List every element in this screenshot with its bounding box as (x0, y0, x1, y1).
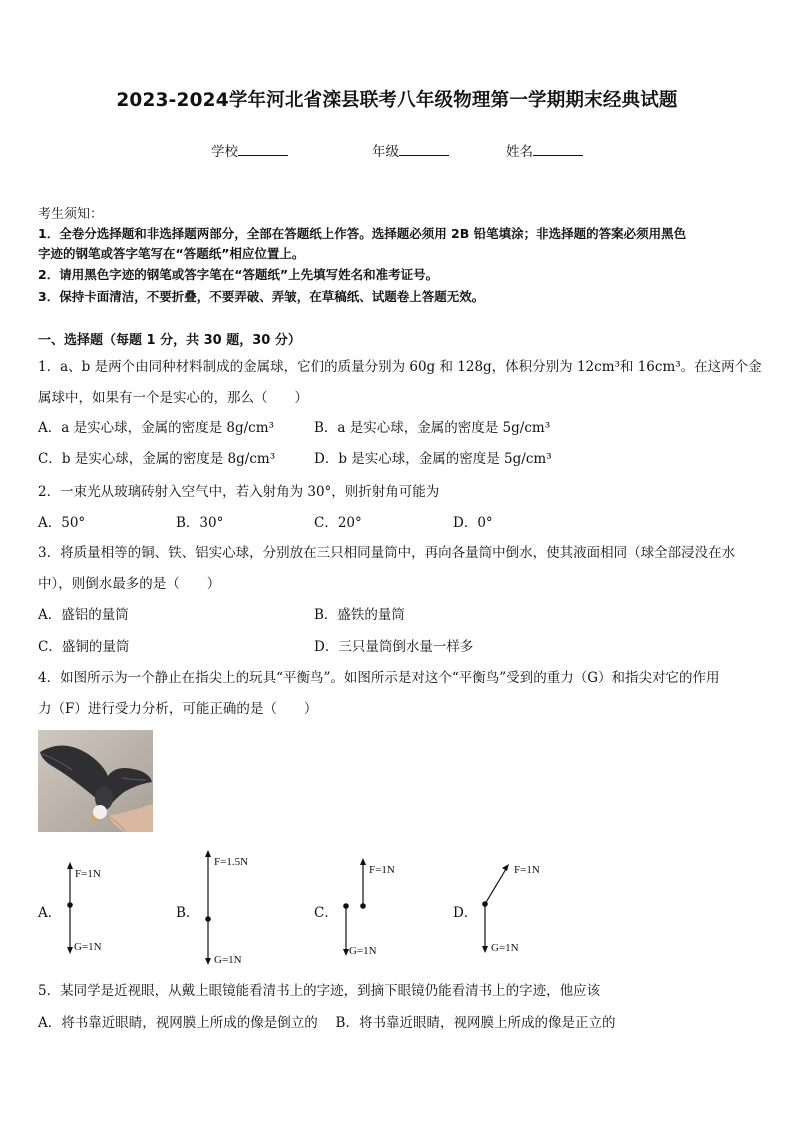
page-title: 2023-2024学年河北省滦县联考八年级物理第一学期期末经典试题 (116, 90, 678, 111)
balance-bird-photo (38, 730, 153, 832)
q4-option-d: D． (453, 905, 478, 921)
notice-item-1-cont: 字迹的钢笔或答字笔写在“答题纸”相应位置上。 (38, 246, 305, 261)
notice-item-1: 1．全卷分选择题和非选择题两部分，全部在答题纸上作答。选择题必须用 2B 铅笔填涂；非选择题的答案必须用黑色 (38, 226, 687, 241)
q2-option-a: A．50° (38, 515, 86, 531)
q3-option-a: A．盛铝的量筒 (38, 607, 129, 623)
notice-heading: 考生须知： (38, 207, 104, 222)
notice-item-2: 2．请用黑色字迹的钢笔或答字笔在“答题纸”上先填写姓名和准考证号。 (38, 267, 439, 282)
q3-stem: 3．将质量相等的铜、铁、铝实心球，分别放在三只相同量筒中，再向各量筒中倒水，使其液面相同（球全部浸没在水 (38, 545, 736, 561)
q2-option-d: D．0° (453, 515, 493, 531)
q1-option-d: D．b 是实心球，金属的密度是 5g/cm³ (314, 451, 552, 467)
q4-stem: 4．如图所示为一个静止在指尖上的玩具“平衡鸟”。如图所示是对这个“平衡鸟”受到的重力（G）和指尖对它的作用 (38, 670, 720, 686)
q4-option-a: A． (38, 905, 62, 921)
q3-stem-cont: 中），则倒水最多的是（ ） (38, 576, 221, 592)
q2-option-c: C．20° (314, 515, 362, 531)
q4-d-force-label: F=1N (514, 864, 540, 876)
q4-stem-cont: 力（F）进行受力分析，可能正确的是（ ） (38, 701, 318, 717)
q1-option-a: A．a 是实心球，金属的密度是 8g/cm³ (38, 420, 274, 436)
q4-option-b: B． (176, 905, 200, 921)
q4-c-gravity-label: G=1N (349, 945, 377, 957)
q5-stem: 5．某同学是近视眼，从戴上眼镜能看清书上的字迹，到摘下眼镜仍能看清书上的字迹，他应该 (38, 983, 601, 999)
q4-d-gravity-label: G=1N (491, 942, 519, 954)
q1-option-b: B．a 是实心球，金属的密度是 5g/cm³ (314, 420, 551, 436)
q5-options-ab: A．将书靠近眼睛，视网膜上所成的像是倒立的 B．将书靠近眼睛，视网膜上所成的像是正立的 (38, 1015, 616, 1031)
q4-b-gravity-label: G=1N (214, 954, 242, 966)
q4-diagram-a (60, 860, 120, 960)
q4-diagram-c (336, 856, 406, 961)
q4-a-force-label: F=1N (75, 868, 101, 880)
q4-diagram-d (476, 856, 556, 961)
name-field: 姓名 (506, 140, 583, 160)
q4-a-gravity-label: G=1N (74, 941, 102, 953)
q2-option-b: B．30° (176, 515, 224, 531)
q4-option-c: C． (314, 905, 338, 921)
q3-option-b: B．盛铁的量筒 (314, 607, 405, 623)
q4-diagram-b (198, 848, 268, 968)
notice-item-3: 3．保持卡面清洁，不要折叠，不要弄破、弄皱，在草稿纸、试题卷上答题无效。 (38, 289, 485, 304)
q4-c-force-label: F=1N (369, 864, 395, 876)
q3-option-c: C．盛铜的量筒 (38, 639, 130, 655)
q3-option-d: D．三只量筒倒水量一样多 (314, 639, 474, 655)
q1-stem-cont: 属球中，如果有一个是实心的，那么（ ） (38, 390, 308, 406)
q2-stem: 2．一束光从玻璃砖射入空气中，若入射角为 30°，则折射角可能为 (38, 484, 440, 500)
q1-stem: 1．a、b 是两个由同种材料制成的金属球，它们的质量分别为 60g 和 128g，体积分别为 12cm³和 16cm³。在这两个金 (38, 359, 762, 375)
section-heading: 一、选择题（每题 1 分，共 30 题，30 分） (38, 333, 301, 348)
q4-b-force-label: F=1.5N (214, 856, 249, 868)
school-field: 学校 (211, 140, 288, 160)
grade-field: 年级 (372, 140, 449, 160)
q1-option-c: C．b 是实心球，金属的密度是 8g/cm³ (38, 451, 276, 467)
